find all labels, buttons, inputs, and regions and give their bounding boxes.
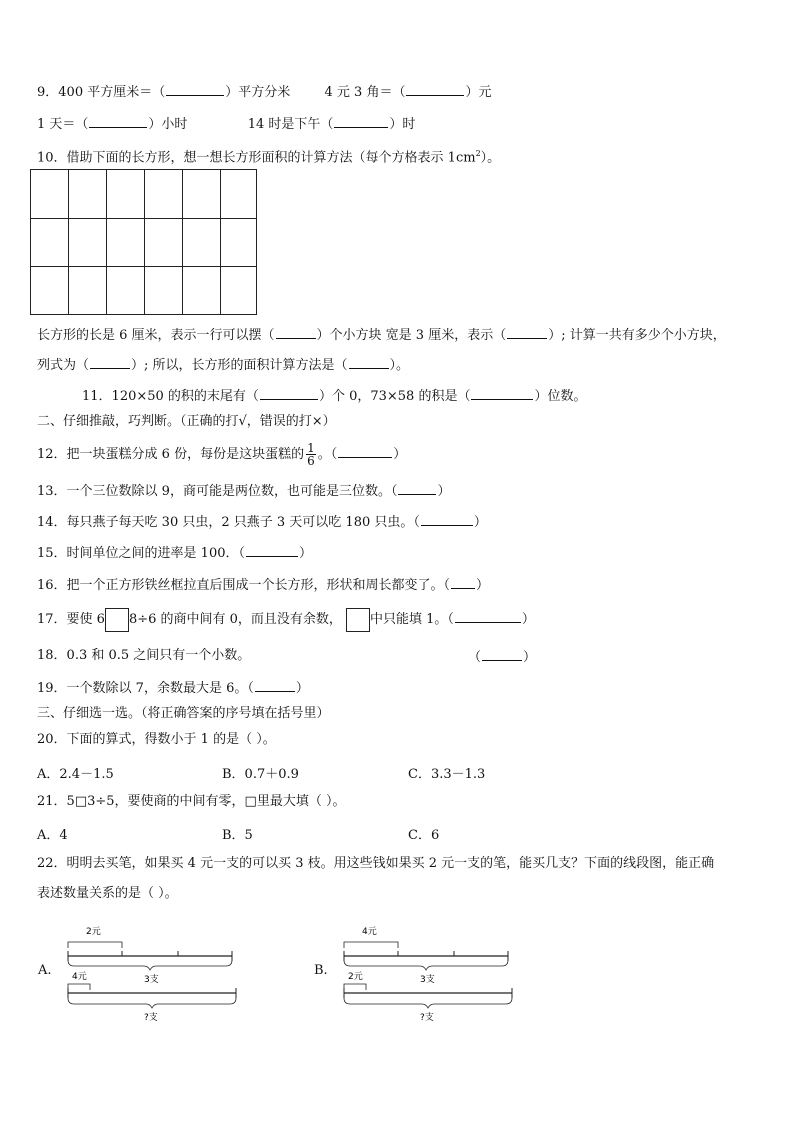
a-top-price: 2元 [86,927,101,937]
answer-blank[interactable] [166,82,224,96]
answer-blank[interactable] [334,114,388,128]
answer-blank[interactable] [276,325,316,339]
a-unknown: ?支 [144,1013,158,1023]
question-9-line-2 [37,114,415,134]
q10-line2-c: ）。 [389,358,410,373]
q16-c: ） [476,578,490,593]
q22-option-a-diagram[interactable] [62,918,242,1028]
question-17 [37,605,535,635]
answer-blank[interactable] [246,543,298,557]
q9-part-c-end: ）小时 [148,117,188,132]
b-top-price: 4元 [362,927,377,937]
q10-line1-b: ）个小方块 宽是 3 厘米，表示（ [316,328,507,343]
section-3-heading: 三、仔细选一选。（将正确答案的序号填在括号里） [37,706,330,721]
question-12 [37,440,406,470]
q22-option-b-label[interactable]: B. [314,963,328,978]
b-mid-price: 2元 [348,972,363,982]
question-22-line-2: 表述数量关系的是（ ）。 [37,886,178,901]
q21-option-b[interactable]: B．5 [222,828,253,843]
q21-option-c[interactable]: C．6 [408,828,440,843]
q18-c: ） [523,650,537,665]
q12-c: ） [393,447,407,462]
q11-c: ）位数。 [534,389,587,404]
answer-blank[interactable] [421,512,473,526]
q17-c: 中只能填 1。（ [369,612,454,627]
q12-b: 。（ [317,447,338,462]
question-22-line-1: 22．明明去买笔，如果买 4 元一支的可以买 3 枝。用这些钱如果买 2 元一支的笔，能买几支？下面的线段图，能正确 [37,856,715,871]
q11-a: 11．120×50 的积的末尾有（ [82,389,259,404]
answer-blank[interactable] [255,678,295,692]
answer-blank[interactable] [398,481,436,495]
answer-blank[interactable] [406,82,464,96]
fraction-denominator: 6 [307,454,315,468]
q22-option-b-diagram[interactable] [338,918,518,1028]
q18-a: 18．0.3 和 0.5 之间只有一个小数。 [37,648,251,663]
q20-option-b[interactable]: B．0.7＋0.9 [222,767,299,782]
q12-a: 12．把一块蛋糕分成 6 份，每份是这块蛋糕的 [37,447,305,462]
question-18 [37,647,250,665]
answer-blank[interactable] [260,386,318,400]
question-20-stem: 20．下面的算式，得数小于 1 的是（ ）。 [37,732,276,747]
fraction-numerator: 1 [307,441,315,455]
answer-blank[interactable] [455,609,521,623]
question-16 [37,575,489,595]
q18-b: （ [468,650,482,665]
q15-c: ） [299,546,313,561]
question-11 [82,386,586,406]
q19-c: ） [295,681,309,696]
question-9-line-1 [37,82,491,102]
q17-d: ） [521,612,535,627]
b-count: 3支 [420,975,435,985]
answer-blank[interactable] [482,647,522,661]
q10-line2-a: 列式为（ [37,358,90,373]
question-19 [37,678,309,698]
q9-part-a-end: ）平方分米 [225,85,291,100]
q10-line2-b: ）; 所以，长方形的面积计算方法是（ [131,358,348,373]
q9-part-d: 14 时是下午（ [247,117,334,132]
answer-blank[interactable] [338,444,392,458]
digit-box[interactable] [346,608,370,632]
q21-option-a[interactable]: A．4 [37,828,68,843]
q16-a: 16．把一个正方形铁丝框拉直后围成一个长方形，形状和周长都变了。（ [37,578,451,593]
q17-a: 17．要使 6 [37,612,105,627]
b-unknown: ?支 [420,1013,434,1023]
answer-blank[interactable] [90,355,130,369]
q13-c: ） [437,484,451,499]
q9-part-d-end: ）时 [389,117,416,132]
answer-blank[interactable] [349,355,389,369]
q10-stem-text: 10．借助下面的长方形，想一想长方形面积的计算方法（每个方格表示 1cm [37,150,476,166]
question-10-line-1 [37,325,726,345]
a-mid-price: 4元 [72,972,87,982]
q15-a: 15．时间单位之间的进率是 100．（ [37,546,245,561]
q9-part-b-end: ）元 [465,85,492,100]
q10-superscript: 2 [475,149,481,158]
a-count: 3支 [144,975,159,985]
q20-option-c[interactable]: C．3.3－1.3 [408,767,486,782]
question-10-line-2 [37,355,409,375]
q9-part-c: 1 天＝（ [37,117,89,132]
q10-line1-c: ）; 计算一共有多少个小方块， [548,328,726,343]
fraction-one-sixth [306,442,316,467]
q11-b: ）个 0，73×58 的积是（ [318,389,471,404]
question-14 [37,512,487,532]
question-13 [37,481,450,501]
section-2-heading: 二、仔细推敲，巧判断。（正确的打√，错误的打×） [37,414,336,429]
question-10-stem [37,145,500,167]
answer-blank[interactable] [471,386,533,400]
q10-stem-end: ）。 [480,150,501,166]
answer-blank[interactable] [451,575,475,589]
rectangle-grid [30,169,257,315]
q10-line1-a: 长方形的长是 6 厘米，表示一行可以摆（ [37,328,275,343]
q13-a: 13．一个三位数除以 9，商可能是两位数，也可能是三位数。（ [37,484,398,499]
q22-option-a-label[interactable]: A. [38,963,52,978]
q9-part-a: 9．400 平方厘米＝（ [37,85,166,100]
answer-blank[interactable] [507,325,547,339]
q17-b: 8÷6 的商中间有 0，而且没有余数， [128,612,342,627]
answer-blank[interactable] [89,114,147,128]
question-18-answer [468,647,536,667]
question-21-stem: 21．5□3÷5，要使商的中间有零，□里最大填（ ）。 [37,794,346,809]
digit-box[interactable] [105,608,129,632]
q20-option-a[interactable]: A．2.4－1.5 [37,767,114,782]
q14-c: ） [473,515,487,530]
question-15 [37,543,312,563]
q14-a: 14．每只燕子每天吃 30 只虫，2 只燕子 3 天可以吃 180 只虫。（ [37,515,420,530]
q9-part-b: 4 元 3 角＝（ [324,85,406,100]
q19-a: 19．一个数除以 7，余数最大是 6。（ [37,681,254,696]
